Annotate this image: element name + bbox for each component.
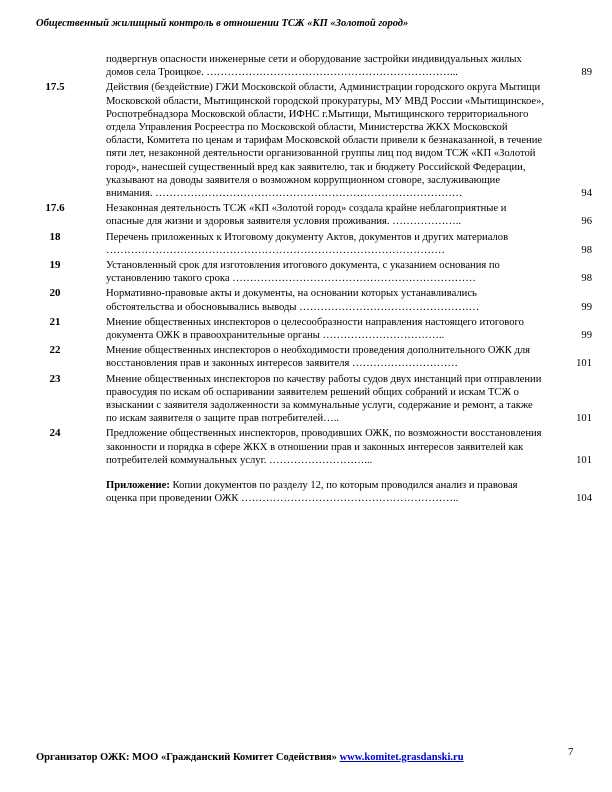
appendix-label: Приложение: [106, 480, 170, 492]
toc-row-number-text: 17.5 [45, 81, 65, 94]
toc-row-number [40, 287, 106, 313]
toc-row-page: 101 [576, 413, 592, 425]
toc-appendix-spacer [40, 479, 106, 505]
toc-row-number [40, 81, 106, 200]
toc-row-number-text: 23 [49, 372, 61, 385]
toc-row [40, 373, 592, 426]
toc-appendix-row [40, 479, 592, 505]
toc-row-page: 101 [576, 358, 592, 370]
toc-row-number-text: 18 [49, 230, 61, 243]
toc-row [40, 287, 592, 313]
toc-row-number [40, 316, 106, 342]
toc-row [40, 231, 592, 257]
toc-row-number [40, 344, 106, 370]
toc-row-number [40, 231, 106, 257]
toc-row-page: 89 [581, 67, 592, 79]
toc-row [40, 344, 592, 370]
appendix-body: Копии документов по разделу 12, по которым проводился анализ и правовая оценка при проведении ОЖК …………………………………………………….. [106, 480, 518, 505]
toc-row-page: 101 [576, 454, 592, 466]
toc-row [40, 81, 592, 200]
toc-row-text: Незаконная деятельность ТСЖ «КП «Золотой город» создала крайне неблагоприятные и опасные для жизни и здоровья заявителя условия проживания. ……………….. [106, 203, 507, 228]
table-of-contents [40, 53, 592, 508]
toc-row [40, 259, 592, 285]
toc-row-number [40, 373, 106, 426]
toc-row-page: 98 [581, 273, 592, 285]
toc-row-text: Мнение общественных инспекторов о целесообразности направления настоящего итогового документа ОЖК в правоохранительные органы …………………………….. [106, 316, 524, 342]
toc-row [40, 316, 592, 342]
toc-row-page: 94 [581, 188, 592, 200]
toc-row-text: Установленный срок для изготовления итогового документа, с указанием основания по установлению такого срока …………………………………………………………… [106, 260, 500, 285]
toc-row-number [40, 202, 106, 228]
footer-organizer: Организатор ОЖК: МОО «Гражданский Комитет Содействия» [36, 752, 340, 763]
toc-row-number-text: 17.6 [45, 202, 65, 215]
toc-row-text: подвергнув опасности инженерные сети и оборудование застройки индивидуальных жилых домов села Троицкое. ……………………………………………………………... [106, 54, 522, 79]
toc-row [40, 53, 592, 79]
toc-row-page: 98 [581, 244, 592, 256]
toc-row [40, 202, 592, 228]
toc-row-page: 96 [581, 216, 592, 228]
toc-row-text: Перечень приложенных к Итоговому документу Актов, документов и других материалов …………………………………………………………………………………… [106, 231, 509, 256]
toc-row-page: 99 [581, 330, 592, 342]
toc-row-text: Мнение общественных инспекторов по качеству работы судов двух инстанций при отправлении правосудия по искам об оспаривании заявителем решений общих собраний и искам ТСЖ о взыскании с заявителя задолженности за коммунальные услуги, содержание и ремонт, а также по искам заявителя о защите прав потребителей….. [106, 373, 542, 425]
running-header: Общественный жилищный контроль в отношении ТСЖ «КП «Золотой город» [36, 18, 409, 29]
toc-row-text: Мнение общественных инспекторов о необходимости проведения дополнительного ОЖК для восстановления прав и законных интересов заявителя ………………………… [106, 345, 531, 370]
toc-row-page: 99 [581, 301, 592, 313]
toc-row-number-text: 22 [49, 344, 61, 357]
page-number: 7 [568, 746, 574, 758]
toc-row-text: Предложение общественных инспекторов, проводивших ОЖК, по возможности восстановления законности и порядка в сфере ЖКХ в отношении прав и законных интересов заявителей как потребителей коммунальных услуг. ………………………... [106, 428, 542, 466]
toc-row-text: Действия (бездействие) ГЖИ Московской области, Администрации городского округа Мытищи Московской области, Мытищинской городской прокуратуры, МУ МВД России «Мытищинское», Роспотребнадзора Московской области, ИФНС г.Мытищи, Мытищинского территориального отдела Управления Росреестра по Московской области, Министерства ЖКХ Московской области, Комитета по ценам и тарифам Московской области привели к безнаказанной, в течение пяти лет, незаконной деятельности организованной группы лиц под видом ТСЖ «КП «Золотой город», нанесшей существенный вред как заявителю, так и бюджету Российской Федерации, указывают на доводы заявителя о возможном коррупционном сговоре, заслуживающие внимания. …………………………………………………………………………… [106, 82, 545, 200]
toc-row-number [40, 53, 106, 79]
toc-appendix-text [106, 479, 546, 505]
toc-row-text: Нормативно-правовые акты и документы, на основании которых устанавливались обстоятельства и обосновывались выводы …………………………………………… [106, 288, 480, 313]
toc-rows [40, 53, 592, 467]
toc-row-number [40, 259, 106, 285]
footer-link[interactable]: www.komitet.grasdanski.ru [339, 752, 464, 763]
toc-appendix-page: 104 [576, 493, 592, 505]
toc-row-number-text: 19 [49, 259, 61, 272]
toc-row-number-text: 24 [49, 427, 61, 440]
toc-row-number-text: 21 [49, 315, 61, 328]
page-footer [36, 752, 576, 763]
toc-row-number [40, 427, 106, 467]
toc-row [40, 427, 592, 467]
toc-row-number-text: 20 [49, 287, 61, 300]
